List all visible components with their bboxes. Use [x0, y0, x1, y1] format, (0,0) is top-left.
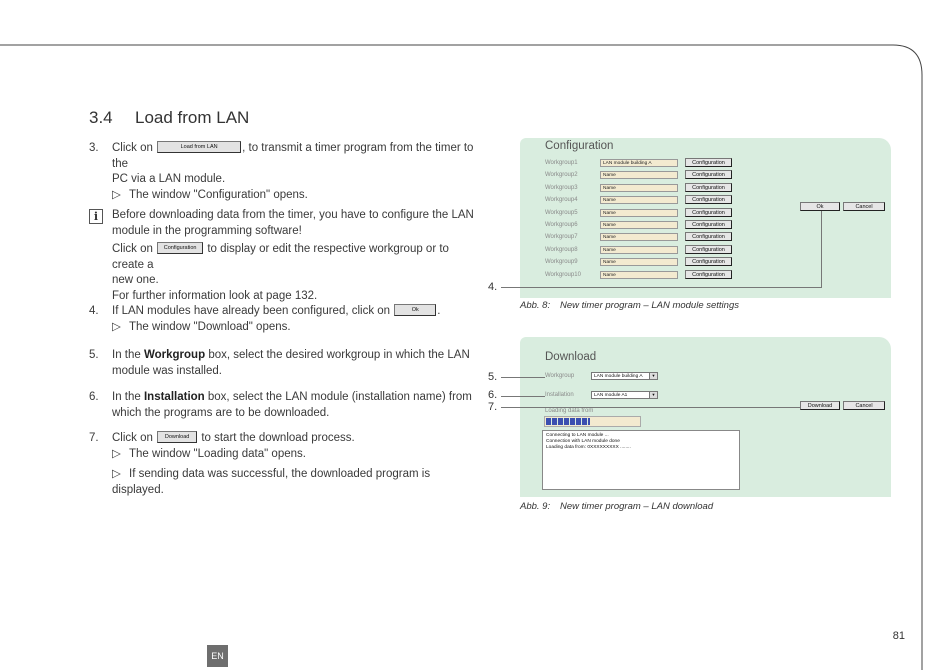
download-cancel-button[interactable]: Cancel	[843, 401, 885, 410]
language-tab: EN	[207, 645, 228, 667]
workgroup-row-label: Workgroup9	[545, 259, 578, 266]
result-arrow-icon: ▷	[112, 188, 121, 201]
step-6-number: 6.	[89, 391, 99, 403]
callout-5-line	[501, 377, 545, 378]
workgroup-configuration-button[interactable]: Configuration	[685, 245, 732, 254]
installation-term: Installation	[143, 391, 205, 403]
workgroup-configuration-button[interactable]: Configuration	[685, 195, 732, 204]
step-3-number: 3.	[89, 142, 99, 154]
config-cancel-button[interactable]: Cancel	[843, 202, 885, 211]
section-heading	[89, 108, 249, 128]
workgroup-configuration-button[interactable]: Configuration	[685, 170, 732, 179]
result-arrow-icon: ▷	[112, 320, 121, 333]
info-note	[112, 208, 482, 304]
installation-label: Installation	[545, 392, 574, 398]
workgroup-name-input[interactable]: Name	[600, 271, 678, 279]
configuration-button[interactable]: Configuration	[157, 242, 203, 254]
workgroup-configuration-button[interactable]: Configuration	[685, 208, 732, 217]
step-3-result: ▷ The window "Configuration" opens.	[112, 189, 308, 201]
step-4-result: ▷ The window "Download" opens.	[112, 321, 291, 333]
step-3-text-a: Click on	[112, 142, 153, 154]
load-from-lan-button[interactable]: Load from LAN	[157, 141, 241, 153]
step-5-text: In the Workgroup box, select the desired workgroup in which the LAN module was installed.	[112, 349, 470, 377]
step-7-result-1: ▷ The window "Loading data" opens.	[112, 448, 306, 460]
workgroup-row-label: Workgroup1	[545, 160, 578, 166]
workgroup-name-input[interactable]: Name	[600, 233, 678, 241]
step-3-text-b: , to transmit a timer program from the timer to the	[112, 142, 474, 170]
download-start-button[interactable]: Download	[800, 401, 840, 410]
log-line: Connection with LAN module done	[546, 439, 620, 444]
progress-fill	[546, 418, 590, 425]
workgroup-name-input[interactable]: Name	[600, 184, 678, 192]
info-line-3a: Click on	[112, 243, 153, 255]
callout-4: 4.	[488, 281, 498, 293]
callout-5: 5.	[488, 371, 498, 383]
chevron-down-icon: ▼	[649, 392, 657, 398]
configuration-window	[520, 138, 891, 298]
download-window	[520, 337, 891, 497]
figure-9-caption: Abb. 9: New timer program – LAN download	[520, 501, 714, 512]
info-line-1: Before downloading data from the timer, you have to configure the LAN	[112, 209, 474, 221]
workgroup-select[interactable]: LAN module building A ▼	[591, 372, 658, 380]
info-icon: i	[89, 209, 103, 224]
result-arrow-icon: ▷	[112, 447, 121, 460]
info-line-4: new one.	[112, 274, 159, 286]
config-ok-button[interactable]: Ok	[800, 202, 840, 211]
configuration-window-title: Configuration	[545, 140, 614, 152]
download-window-title: Download	[545, 351, 597, 363]
result-arrow-icon: ▷	[112, 468, 121, 480]
workgroup-name-input[interactable]: Name	[600, 209, 678, 217]
info-line-3b: to display or edit the respective workgroup or to create a	[112, 243, 449, 271]
step-4-number: 4.	[89, 305, 99, 317]
workgroup-row-label: Workgroup7	[545, 234, 578, 241]
workgroup-name-input[interactable]: LAN module building A	[600, 159, 678, 167]
step-7-number: 7.	[89, 432, 99, 444]
workgroup-row-label: Workgroup4	[545, 197, 578, 204]
info-line-5: For further information look at page 132.	[112, 289, 318, 302]
download-button[interactable]: Download	[157, 431, 197, 443]
workgroup-name-input[interactable]: Name	[600, 221, 678, 229]
section-title: Load from LAN	[135, 108, 250, 127]
log-output	[542, 430, 740, 490]
workgroup-term: Workgroup	[143, 349, 206, 361]
step-5-number: 5.	[89, 349, 99, 361]
workgroup-row-label: Workgroup3	[545, 184, 578, 191]
workgroup-name-input[interactable]: Name	[600, 171, 678, 179]
installation-select[interactable]: LAN module A1 ▼	[591, 391, 658, 399]
callout-6-line	[501, 396, 545, 397]
info-line-2: module in the programming software!	[112, 224, 302, 237]
workgroup-row-label: Workgroup10	[545, 271, 581, 278]
workgroup-name-input[interactable]: Name	[600, 196, 678, 204]
workgroup-configuration-button[interactable]: Configuration	[685, 232, 732, 241]
ok-button[interactable]: Ok	[394, 304, 436, 316]
step-6-text: In the Installation box, select the LAN module (installation name) from which the programs are to be downloaded.	[112, 391, 472, 419]
progress-bar	[544, 416, 641, 427]
log-line: Loading data from: 0XXXXXXXXX ........	[546, 445, 631, 450]
step-4-text-a: If LAN modules have already been configured, click on	[112, 305, 391, 317]
callout-4-line	[501, 287, 821, 288]
workgroup-row-label: Workgroup6	[545, 222, 578, 228]
workgroup-label: Workgroup	[545, 373, 575, 379]
callout-7: 7.	[488, 401, 498, 413]
step-3-text	[112, 141, 482, 203]
workgroup-row-label: Workgroup2	[545, 172, 578, 179]
workgroup-row-label: Workgroup5	[545, 209, 578, 216]
workgroup-name-input[interactable]: Name	[600, 258, 678, 266]
workgroup-configuration-button[interactable]: Configuration	[685, 257, 732, 266]
page-number: 81	[892, 630, 905, 642]
workgroup-configuration-button[interactable]: Configuration	[685, 270, 732, 279]
step-3-text-c: PC via a LAN module.	[112, 173, 226, 185]
chevron-down-icon: ▼	[649, 373, 657, 379]
workgroup-configuration-button[interactable]: Configuration	[685, 183, 732, 192]
loading-data-label: Loading data from	[545, 408, 594, 414]
step-4-text-b: .	[437, 305, 441, 317]
figure-8-caption: Abb. 8: New timer program – LAN module settings	[520, 300, 739, 311]
callout-7-line	[501, 407, 800, 408]
workgroup-configuration-button[interactable]: Configuration	[685, 158, 732, 167]
workgroup-row-label: Workgroup8	[545, 246, 578, 253]
callout-4-line-vertical	[821, 211, 822, 288]
workgroup-configuration-button[interactable]: Configuration	[685, 220, 732, 229]
step-7-result-2: ▷ If sending data was successful, the downloaded program is displayed.	[112, 468, 431, 496]
workgroup-name-input[interactable]: Name	[600, 246, 678, 254]
callout-6: 6.	[488, 389, 498, 401]
section-number: 3.4	[89, 108, 113, 127]
step-7-text: Click on Download to start the download process. ▷ The window "Loading data" opens. ▷ If sending data was successful, the downloaded program is displayed.	[112, 431, 482, 498]
step-4-text	[112, 304, 482, 335]
log-line: Connecting to LAN module ...	[546, 433, 609, 438]
